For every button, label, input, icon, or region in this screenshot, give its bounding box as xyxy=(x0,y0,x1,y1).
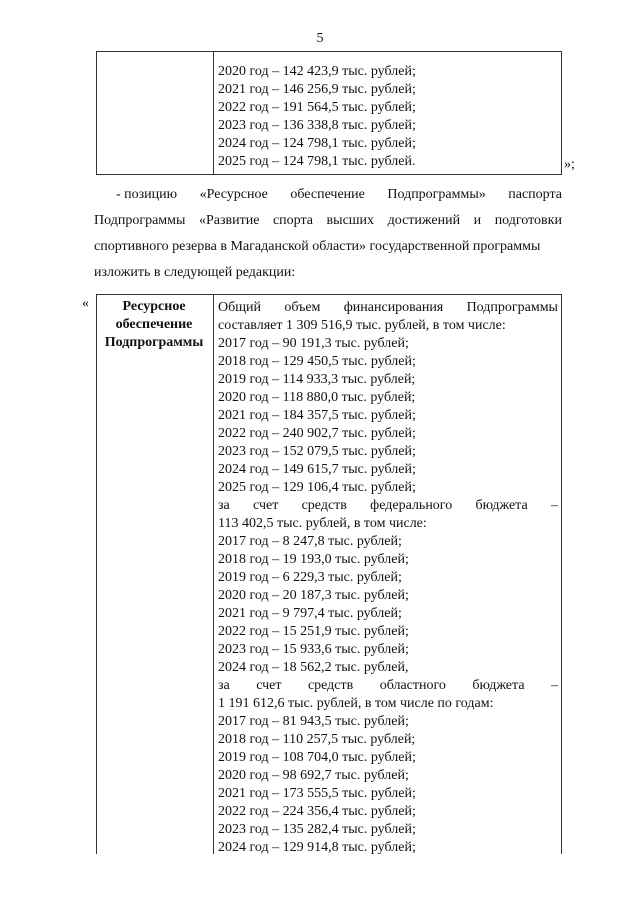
word: Общий xyxy=(218,300,261,315)
word: – xyxy=(550,678,558,693)
word: финансирования xyxy=(343,300,444,315)
funding-line: 2022 год – 191 564,5 тыс. рублей; xyxy=(218,100,416,115)
word: спорта xyxy=(272,213,313,228)
page-number: 5 xyxy=(316,31,324,46)
word: бюджета xyxy=(472,678,525,693)
regional-year-line: 2019 год – 108 704,0 тыс. рублей; xyxy=(218,750,416,765)
word: средств xyxy=(301,498,347,513)
regional-budget-line-1 xyxy=(218,677,558,695)
intro-line-2: составляет 1 309 516,9 тыс. рублей, в том числе: xyxy=(218,318,506,333)
total-year-line: 2024 год – 149 615,7 тыс. рублей; xyxy=(218,462,416,477)
total-year-line: 2025 год – 129 106,4 тыс. рублей; xyxy=(218,480,416,495)
total-year-line: 2018 год – 129 450,5 тыс. рублей; xyxy=(218,354,416,369)
word: подготовки xyxy=(494,213,562,228)
word: бюджета xyxy=(475,498,528,513)
intro-line-1 xyxy=(218,299,558,317)
word: объем xyxy=(284,300,321,315)
regional-budget-line-2: 1 191 612,6 тыс. рублей, в том числе по годам: xyxy=(218,696,494,711)
federal-year-line: 2020 год – 20 187,3 тыс. рублей; xyxy=(218,588,409,603)
regional-year-line: 2020 год – 98 692,7 тыс. рублей; xyxy=(218,768,409,783)
word: счет xyxy=(253,498,279,513)
word: Подпрограммы» xyxy=(387,187,486,202)
total-year-line: 2020 год – 118 880,0 тыс. рублей; xyxy=(218,390,416,405)
resource-provision-content xyxy=(218,299,558,857)
federal-year-line: 2022 год – 15 251,9 тыс. рублей; xyxy=(218,624,409,639)
word: Подпрограммы xyxy=(466,300,558,315)
word: Подпрограммы xyxy=(94,213,186,228)
row-header-resource-provision xyxy=(96,298,212,352)
top-funding-lines xyxy=(218,63,416,171)
header-line: Ресурсное xyxy=(122,299,186,314)
header-line: Подпрограммы xyxy=(104,335,204,350)
regional-year-line: 2022 год – 224 356,4 тыс. рублей; xyxy=(218,804,416,819)
federal-year-line: 2021 год – 9 797,4 тыс. рублей; xyxy=(218,606,402,621)
total-year-line: 2021 год – 184 357,5 тыс. рублей; xyxy=(218,408,416,423)
word: обеспечение xyxy=(290,187,365,202)
regional-year-line: 2018 год – 110 257,5 тыс. рублей; xyxy=(218,732,416,747)
column-divider xyxy=(213,52,214,174)
closing-quote: »; xyxy=(564,157,575,172)
paragraph-line-4 xyxy=(94,260,562,286)
column-divider xyxy=(213,295,214,854)
federal-budget-line-1 xyxy=(218,497,558,515)
word: паспорта xyxy=(508,187,562,202)
funding-line: 2020 год – 142 423,9 тыс. рублей; xyxy=(218,64,416,79)
total-year-line: 2023 год – 152 079,5 тыс. рублей; xyxy=(218,444,416,459)
word: «Ресурсное xyxy=(199,187,268,202)
word: федерального xyxy=(370,498,453,513)
instruction-paragraph xyxy=(94,182,562,286)
word: «Развитие xyxy=(198,213,260,228)
federal-year-line: 2018 год – 19 193,0 тыс. рублей; xyxy=(218,552,409,567)
total-year-line: 2017 год – 90 191,3 тыс. рублей; xyxy=(218,336,409,351)
regional-year-line: 2021 год – 173 555,5 тыс. рублей; xyxy=(218,786,416,801)
federal-year-line: 2023 год – 15 933,6 тыс. рублей; xyxy=(218,642,409,657)
federal-year-line: 2017 год – 8 247,8 тыс. рублей; xyxy=(218,534,402,549)
funding-line: 2021 год – 146 256,9 тыс. рублей; xyxy=(218,82,416,97)
word: областного xyxy=(379,678,446,693)
word: - позицию xyxy=(116,187,178,202)
word: достижений xyxy=(387,213,461,228)
word: средств xyxy=(307,678,354,693)
word: и xyxy=(473,213,482,228)
paragraph-line-1 xyxy=(94,182,562,208)
funding-line: 2025 год – 124 798,1 тыс. рублей. xyxy=(218,154,416,169)
funding-line: 2024 год – 124 798,1 тыс. рублей; xyxy=(218,136,416,151)
opening-quote: « xyxy=(82,296,89,311)
funding-line: 2023 год – 136 338,8 тыс. рублей; xyxy=(218,118,416,133)
federal-year-line: 2024 год – 18 562,2 тыс. рублей, xyxy=(218,660,409,675)
total-year-line: 2019 год – 114 933,3 тыс. рублей; xyxy=(218,372,416,387)
word: за xyxy=(218,498,230,513)
word: за xyxy=(218,678,230,693)
word: – xyxy=(550,498,558,513)
regional-year-line: 2023 год – 135 282,4 тыс. рублей; xyxy=(218,822,416,837)
line-text: спортивного резерва в Магаданской области» государственной программы xyxy=(94,239,541,254)
word: высших xyxy=(326,213,375,228)
federal-year-line: 2019 год – 6 229,3 тыс. рублей; xyxy=(218,570,402,585)
header-line: обеспечение xyxy=(115,317,193,332)
line-text: изложить в следующей редакции: xyxy=(94,265,296,280)
word: счет xyxy=(256,678,282,693)
total-year-line: 2022 год – 240 902,7 тыс. рублей; xyxy=(218,426,416,441)
regional-year-line: 2024 год – 129 914,8 тыс. рублей; xyxy=(218,840,416,855)
regional-year-line: 2017 год – 81 943,5 тыс. рублей; xyxy=(218,714,409,729)
federal-budget-line-2: 113 402,5 тыс. рублей, в том числе: xyxy=(218,516,427,531)
paragraph-line-3 xyxy=(94,234,562,260)
paragraph-line-2 xyxy=(94,208,562,234)
